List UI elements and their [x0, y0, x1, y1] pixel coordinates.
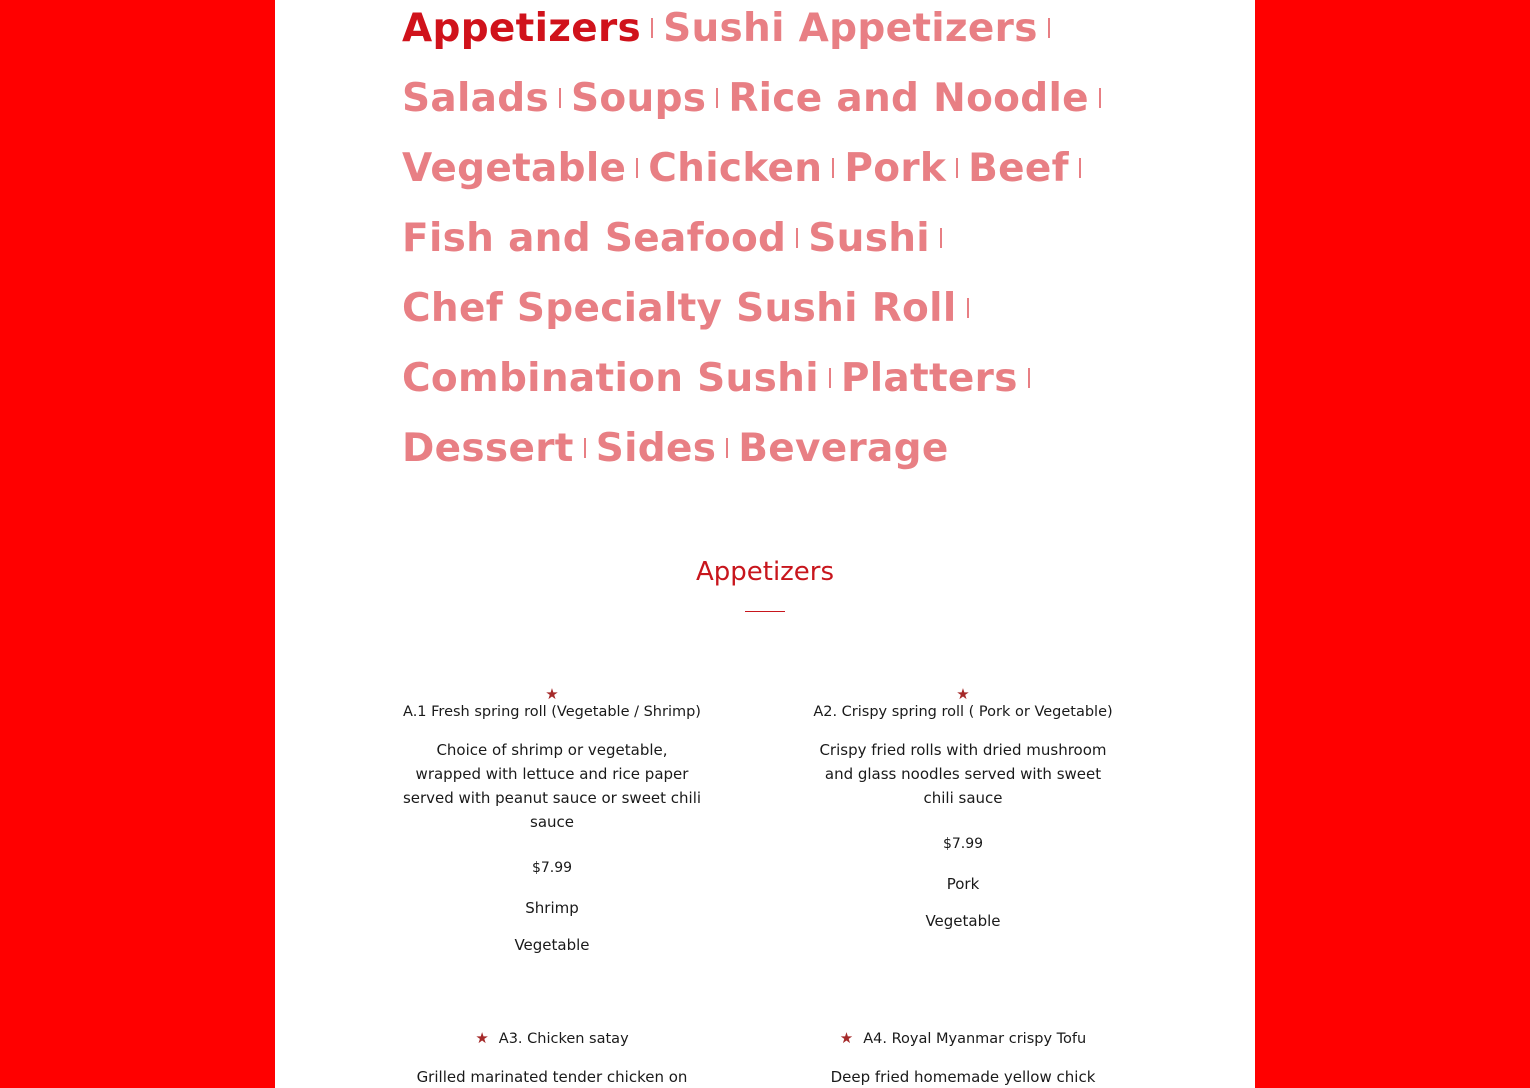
nav-separator	[1048, 18, 1050, 38]
nav-row	[402, 140, 1102, 210]
menu-page	[275, 0, 1255, 1088]
section-title: Appetizers	[695, 557, 835, 587]
nav-separator	[829, 368, 831, 388]
nav-link-salads[interactable]: Salads	[402, 76, 550, 121]
nav-link-pork[interactable]: Pork	[844, 146, 947, 191]
nav-link-beef[interactable]: Beef	[968, 146, 1069, 191]
nav-row	[402, 70, 1102, 140]
item-option: Pork	[946, 875, 980, 893]
item-option: Shrimp	[525, 899, 579, 917]
nav-separator	[651, 18, 653, 38]
item-name-row	[813, 1028, 1113, 1049]
nav-separator	[940, 228, 942, 248]
nav-link-chicken[interactable]: Chicken	[648, 146, 823, 191]
nav-link-fish-and-seafood[interactable]: Fish and Seafood	[402, 216, 787, 261]
nav-link-appetizers[interactable]: Appetizers	[402, 6, 642, 51]
nav-row	[402, 210, 1102, 280]
item-name-row	[402, 1028, 702, 1049]
nav-separator	[967, 298, 969, 318]
nav-separator	[1099, 88, 1101, 108]
category-nav	[402, 0, 1102, 490]
nav-separator	[726, 438, 728, 458]
nav-separator	[796, 228, 798, 248]
nav-row	[402, 0, 1102, 70]
nav-separator	[559, 88, 561, 108]
menu-item	[813, 1028, 1113, 1088]
star-icon: ★	[545, 685, 559, 703]
item-option: Vegetable	[925, 912, 1001, 930]
nav-separator	[956, 158, 958, 178]
item-name: A.1 Fresh spring roll (Vegetable / Shrimp)	[403, 704, 701, 720]
item-description: Choice of shrimp or vegetable, wrapped with lettuce and rice paper served with peanut sauce or sweet chili sauce	[402, 741, 702, 831]
menu-item	[402, 686, 702, 955]
star-icon: ★	[839, 1029, 854, 1047]
nav-link-chef-specialty-sushi-roll[interactable]: Chef Specialty Sushi Roll	[402, 286, 957, 331]
nav-link-beverage[interactable]: Beverage	[738, 426, 949, 471]
nav-link-vegetable[interactable]: Vegetable	[402, 146, 627, 191]
nav-link-sushi-appetizers[interactable]: Sushi Appetizers	[663, 6, 1038, 51]
star-icon: ★	[956, 685, 970, 703]
nav-link-sides[interactable]: Sides	[595, 426, 717, 471]
item-name: A4. Royal Myanmar crispy Tofu	[863, 1031, 1087, 1047]
nav-separator	[1028, 368, 1030, 388]
nav-separator	[584, 438, 586, 458]
menu-item	[813, 686, 1113, 931]
nav-link-combination-sushi[interactable]: Combination Sushi	[402, 356, 819, 401]
nav-row	[402, 420, 1102, 490]
nav-link-soups[interactable]: Soups	[571, 76, 707, 121]
nav-separator	[1079, 158, 1081, 178]
title-divider	[745, 611, 785, 612]
item-description: Crispy fried rolls with dried mushroom and glass noodles served with sweet chili sauce	[819, 741, 1107, 807]
item-description: Deep fried homemade yellow chick	[830, 1068, 1096, 1086]
item-price: $7.99	[942, 836, 984, 852]
item-option: Vegetable	[514, 936, 590, 954]
nav-link-dessert[interactable]: Dessert	[402, 426, 574, 471]
item-name: A3. Chicken satay	[498, 1031, 629, 1047]
nav-separator	[636, 158, 638, 178]
nav-link-platters[interactable]: Platters	[840, 356, 1018, 401]
item-description: Grilled marinated tender chicken on	[416, 1068, 688, 1086]
nav-separator	[832, 158, 834, 178]
menu-item	[402, 1028, 702, 1088]
item-name: A2. Crispy spring roll ( Pork or Vegetable)	[813, 704, 1113, 720]
nav-row	[402, 280, 1102, 350]
item-price: $7.99	[531, 860, 573, 876]
nav-row	[402, 350, 1102, 420]
nav-link-rice-and-noodle[interactable]: Rice and Noodle	[728, 76, 1089, 121]
star-icon: ★	[475, 1029, 489, 1047]
nav-link-sushi[interactable]: Sushi	[808, 216, 930, 261]
nav-separator	[716, 88, 718, 108]
